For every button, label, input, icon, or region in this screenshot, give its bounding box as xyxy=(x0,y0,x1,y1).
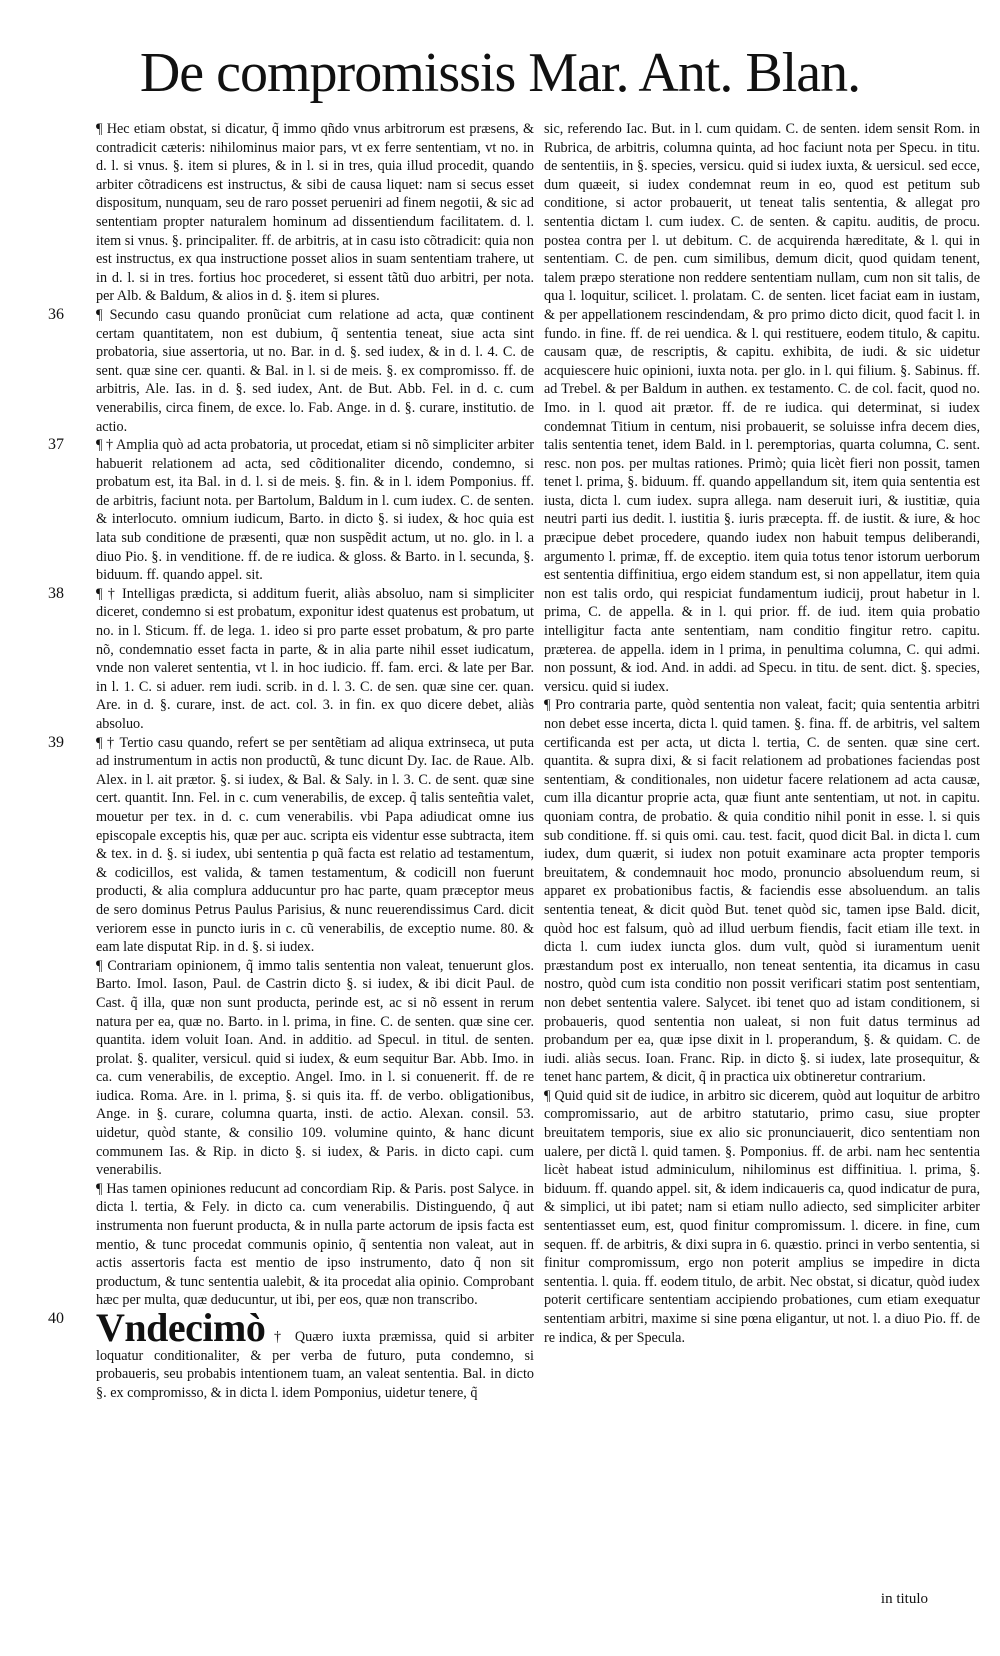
marginal-number: 40 xyxy=(48,1310,64,1327)
marginal-number: 37 xyxy=(48,436,64,454)
left-paragraph-1 xyxy=(96,120,534,306)
right-paragraph-2 xyxy=(544,696,980,1086)
paragraph-text: ¶ Has tamen opiniones reducunt ad concordiam Rip. & Paris. post Salyce. in dicta l. tertia, & Fely. in dicto ca. cum venerabilis. Distinguendo, q̃ aut instrumenta non fuerunt producta, & in nulla parte actorum de ipsis facta est mentio, & tunc procedat communis opinio, q̃ sententia non valeat, aut in actis assertoris facta est mentio de ipso instrumento, dato q̃ non sit productum, & tunc sententia ualebit, & ita procedat alia opinio. Comprobant hæc per multa, quæ deducuntur, ut ibi, per eos, quæ non transcribo. xyxy=(96,1180,534,1309)
paragraph-text: † Quæro iuxta præmissa, quid si arbiter loquatur conditionaliter, & per verba de futuro, puta condemno, si probaueris, seu probabis intentionem tuam, an valeat sententia. Bal. in dicto §. ex compromisso, & in dicta l. idem Pomponius, uidetur tenere, q̃ xyxy=(96,1329,535,1401)
running-title: De compromissis Mar. Ant. Blan. xyxy=(139,42,861,104)
paragraph-text: ¶ Pro contraria parte, quòd sententia non valeat, facit; quia sententia arbitri non debet esse incerta, dicta l. quid tamen. §. fina. ff. de arbitris, vel saltem certificanda est per acta, ut dicta l. tertia, C. de senten. quæ sine cert. quantita. & supra dixi, & si facit relationem ad probationes faciendas post sententiam, & conditionales, non uidetur facere relationem ad acta causæ, cum illa dicantur proprie acta, quæ fiunt ante sententiam, ut not. in capitu. quoniam contra, de probatio. & quia conditio nihil ponit in esse. l. si quis sub conditione. ff. si quis omi. cau. test. facit, quod dicit Bal. in dicta l. cum iudex, dum quærit, si iudex non potuit examinare acta propter temporis breuitatem, & condemnauit hoc modo, pronuncio absoluendum reum, si apparet ex probationibus factis, & faciendis esse absoluendum. an talis sententia teneat, & dicit quòd But. tenet quòd sic, tamen ipse Bald. dicit, quòd hoc est falsum, quò ad illud uerbum fiendis, facit etiam ille text. in dicta l. cum iudex iuncta glos. dum vult, quòd si iuramentum uenit præstandum post ex interuallo, non teneat sententia, ita dicamus in casu nostro, quòd cum ista conditio non possit verificari statim post sententiam, non debet sententia valere. Salycet. ibi tenet quo ad istam conditionem, si probaueris, quod sententia non ualeat, si non fuit datus terminus ad probandum per ea, quæ ipse dixit in l. properandum, §. & quidam. C. de iudi. aliàs secus. Ioan. Franc. Rip. in dicto §. si iudex, late prosequitur, & tenet hanc partem, & dicit, q̃ in practica uix obtineretur contrarium. xyxy=(544,697,980,1086)
marginal-number: 39 xyxy=(48,733,64,751)
right-paragraph-3 xyxy=(544,1087,980,1347)
marginal-number: 38 xyxy=(48,584,64,602)
left-paragraph-6 xyxy=(96,957,534,1180)
left-column xyxy=(48,120,535,1610)
section-initial-word: Vndecimò xyxy=(96,1305,266,1350)
paragraph-text: ¶ † Tertio casu quando, refert se per sentẽtiam ad aliqua extrinseca, ut puta ad instrumentum in actis non productũ, & tunc dicunt Dy. Iac. de Raue. Alb. Alex. in l. ait prætor. §. si iudex, & Bal. & Saly. in l. 3. C. de sent. quæ sine cert. quantit. Inn. Fel. in c. cum venerabilis, de excep. q̃ talis senteñtia valet, mouetur per tex. in d. c. cum venerabilis. vbi Papa adiudicat omne ius episcopale exceptis his, quæ per auc. scripta eis videntur esse subtracta, item & tex. in d. §. si iudex, ubi sententia p quã facta est relatio ad testamentum, & codicillos, est valida, & tamen testamentum, & codicill non fuerunt producti, & alia complura adducuntur pro hac parte, quam præceptor meus de sero dominus Petrus Paulus Parisius, & nunc reuerendissimus Card. dicit veriorem esse in puncto iuris in c. cũ venerabilis, de exceptio nume. 80. & eam late disputat Rip. in d. §. si iudex. xyxy=(96,734,534,956)
paragraph-text: ¶ Quid quid sit de iudice, in arbitro sic dicerem, quòd aut loquitur de arbitro compromissario, aut de arbitro statutario, primo casu, siue propter breuitatem temporis, siue ex alio sic pronunciauerit, dico sententiam non ualere, per dictã l. quid tamen. §. Pomponius. ff. de arbi. nam hec sententia licèt habeat istud adminiculum, nihilominus est diffinitiua. l. prima, §. biduum. ff. quando appel. sit, & idem indicaueris ca, quod indicatur de pura, & simplici, ut ibi patet; nam si etiam nullo adiecto, sed simpliciter arbiter sententiasset eum, est, quod finitur compromissum. l. dicere. in fine, cum sequen. ff. de arbitris, & dixi supra in 6. quæstio. princi in verbo sententia, si finitur compromissum, ergo non poterit amplius se impedire in dicta sententia. l. quia. ff. eodem titulo, de arbit. Nec obstat, si dicatur, quòd iudex poterit certificare sententiam accipiendo probationes, cum etiam exequatur sententiam arbitri, maxime si sine pœna eligantur, ut not. l. a diuo Pio. ff. de re indica, & per Specula. xyxy=(544,1087,980,1346)
left-paragraph-8 xyxy=(48,1305,535,1402)
paragraph-text: ¶ † Amplia quò ad acta probatoria, ut procedat, etiam si nõ simpliciter arbiter habuerit relationem ad acta, sed cõditionaliter dicendo, condemno, si probatum est, ita Bal. in d. l. si de meis. §. fin. & in l. idem Pomponius. ff. de arbitris, faciunt nota. per Bartolum, Baldum in l. cum iudex. C. de senten. & interlocuto. omnium iudicum, Barto. in dicto §. si iudex, & hoc quia est lata sub conditione de præsenti, quæ non suspẽdit actum, ut no. glo. in l. a diuo Pio. §. in venditione. ff. de re iudica. & gloss. & Barto. in l. secunda, §. biduum. ff. quando appel. sit. xyxy=(96,437,534,584)
marginal-number: 36 xyxy=(48,305,64,323)
left-paragraph-4 xyxy=(48,584,534,734)
catchword: in titulo xyxy=(880,1591,928,1607)
left-paragraph-2 xyxy=(48,305,534,436)
left-paragraph-5 xyxy=(48,733,534,957)
right-column xyxy=(544,120,980,1590)
right-paragraph-1 xyxy=(544,120,980,696)
paragraph-text: ¶ Contrariam opinionem, q̃ immo talis sententia non valeat, tenuerunt glos. Barto. Imol. Iason, Paul. de Castrin dicto §. si iudex, & ibi dicit Paul. de Cast. q̃ illa, quæ non sunt producta, perinde est, ac si nõ essent in rerum natura per ea, quæ no. Barto. in l. prima, in fine. C. de senten. quæ sine cer. quantita. idem voluit Ioan. And. in additio. ad Specul. in titul. de senten. prolat. §. qualiter, versicul. quid si iudex, & eum sequitur Bar. Abb. Imo. in ca. cum venerabilis, de exceptio. Angel. Imo. in l. si conuenerit. ff. de re iudica. Roma. Are. in l. prima, §. si quis ita. ff. de verbo. obligationibus, Ange. in §. curare, columna quarta, insti. de actio. Alexan. consil. 53. uidetur, quòd stante, & consilio 109. volumine quinto, & hanc dicunt communem Ias. & Rip. in dicto §. si iudex, & Paris. in dicto capi. cum venerabilis. xyxy=(96,957,534,1179)
paragraph-text: sic, referendo Iac. But. in l. cum quidam. C. de senten. idem sensit Rom. in Rubrica, de arbitris, columna quinta, ad hoc faciunt nota per Specu. in titu. de sententiis, in §. species, versicu. quid si iudex iuxta, & uersicul. sed ecce, dum quæeit, si iudex condemnat reum in eo, quod est petitum sub conditione, si actor probauerit, ut teneat talis sententia, & allegat pro sententia dictam l. cum iudex. C. de senten. & capitu. auditis, de procu. postea contra per l. ut debitum. C. de acquirenda hæreditate, & l. qui in sententiam. C. de pen. cum similibus, demum dicit, quod quidam tenent, talem præpo steratione non reddere sententiam nullam, cum non sit talis, de qua l. loquitur, scilicet. l. prolatam. C. de senten. licet faciat eam in iustam, & per appellationem rescindendam, & pro primo dicto dicit, quod facit l. in fundo. in fine. ff. de rei uendica. & l. qui restituere, eodem titulo, & capitu. causam quæ, de rescriptis, & capitu. exhibita, de iudi. & sic uidetur acquiescere huic opinioni, iuxta nota. per glo. in l. qui filium. §. Sabinus. ff. ad Trebel. & per Baldum in authen. ex testamento. C. de col. facit, quod no. Imo. in l. quod ait prætor. ff. de re iudica. qui determinat, si iudex condemnat Titium in centum, nisi probauerit, se soluisse infra decem dies, talis sententia tenet, idem Bald. in l. peremptorias, quarta columna, C. sent. resc. non pos. per multas rationes. Primò; quia licèt fieri non possit, tamen tenet l. prima, §. biduum. ff. quando appellandum sit, item quia sententia est iusta, dicta l. cum iudex. supra allega. nam deseruit iuri, & iustitiæ, quia neutri parti ius dedit. l. iustitia §. iuris præcepta. ff. de iustit. & iure, & hoc præcipue debet procedere, quando iudex non habuit tempus deliberandi, argumento l. primæ, ff. de exceptio. item quia totus tenor istorum uerborum est sententia diffinitiua, ergo eidem standum est, si non appellatur, item quia non est talis ordo, qui respiciat fundamentum iudicij, prout habetur in l. prima, C. de appella. & in l. qui prior. ff. de iud. item quia probatio intelligitur facta ante sententiam, nam conditio fingitur retro. capitu. præterea. de appella. idem in l prima, in penultima columna, C. qui admi. non possunt, & iod. And. in addi. ad Specu. in titu. de sent. dict. §. species, versicu. quid si iudex. xyxy=(544,121,980,695)
left-paragraph-7 xyxy=(96,1180,534,1310)
paragraph-text: ¶ Hec etiam obstat, si dicatur, q̃ immo qñdo vnus arbitrorum est præsens, & contradicit cæteris: nihilominus maior pars, vt ex ferre sententiam, vt no. in d. l. si vnus. §. item si plures, & in l. si in tres, quia illud procedit, quando arbiter cõtradicens est instructus, & sibi de causa liquet: nam si secus esset dispositum, nunquam, seu de raro posset perueniri ad finem negotii, & sic ad sententiam propter naturalem hominum ad dissentiendum facilitatem. d. l. item si vnus. §. principaliter. ff. de arbitris, at in casu isto cõtradicit: quia non est instructus, ex qua instructione posset alios in suam sententiam trahere, ut in d. l. si in tres. fortius hoc procederet, si essent tãtũ duo arbitri, per nota. per Alb. & Baldum, & alios in d. §. item si plures. xyxy=(96,121,534,305)
paragraph-text: ¶ † Intelligas prædicta, si additum fuerit, aliàs absoluo, nam si simpliciter diceret, condemno si est probatum, exponitur idest quatenus est probatum, ut no. in l. Sticum. ff. de lega. 1. ideo si pro parte esset probatum, & pro parte nõ, condemnatio esset facta in parte, & in alia parte nihil esset iudicatum, vnde non valeret sententia, vt l. in hoc iudicio. ff. fam. erci. & late per Bar. in l. 1. C. si aduer. rem iudi. scrib. in d. l. 3. C. de sen. quæ sine cer. quan. Are. in d. §. curare, inst. de act. col. 3. in fin. ex quo dicere debet, aliàs absoluo. xyxy=(96,585,534,732)
paragraph-text: ¶ Secundo casu quando pronũciat cum relatione ad acta, quæ continent certam quantitatem, non est dubium, q̃ sententia teneat, siue acta sint probatoria, siue assertoria, ut no. Bar. in d. §. sed iudex, & in d. l. 4. C. de sent. quæ sine cer. quanti. & Bal. in l. si de meis. §. ex compromisso. ff. de arbitris, Ale. Ias. in d. §. sed iudex, Ant. de But. Abb. Fel. in d. c. cum venerabilis, circa finem, de exce. lo. Fab. Ange. in d. §. curare, institutio. de actio. xyxy=(96,306,534,435)
left-paragraph-3 xyxy=(48,436,534,585)
